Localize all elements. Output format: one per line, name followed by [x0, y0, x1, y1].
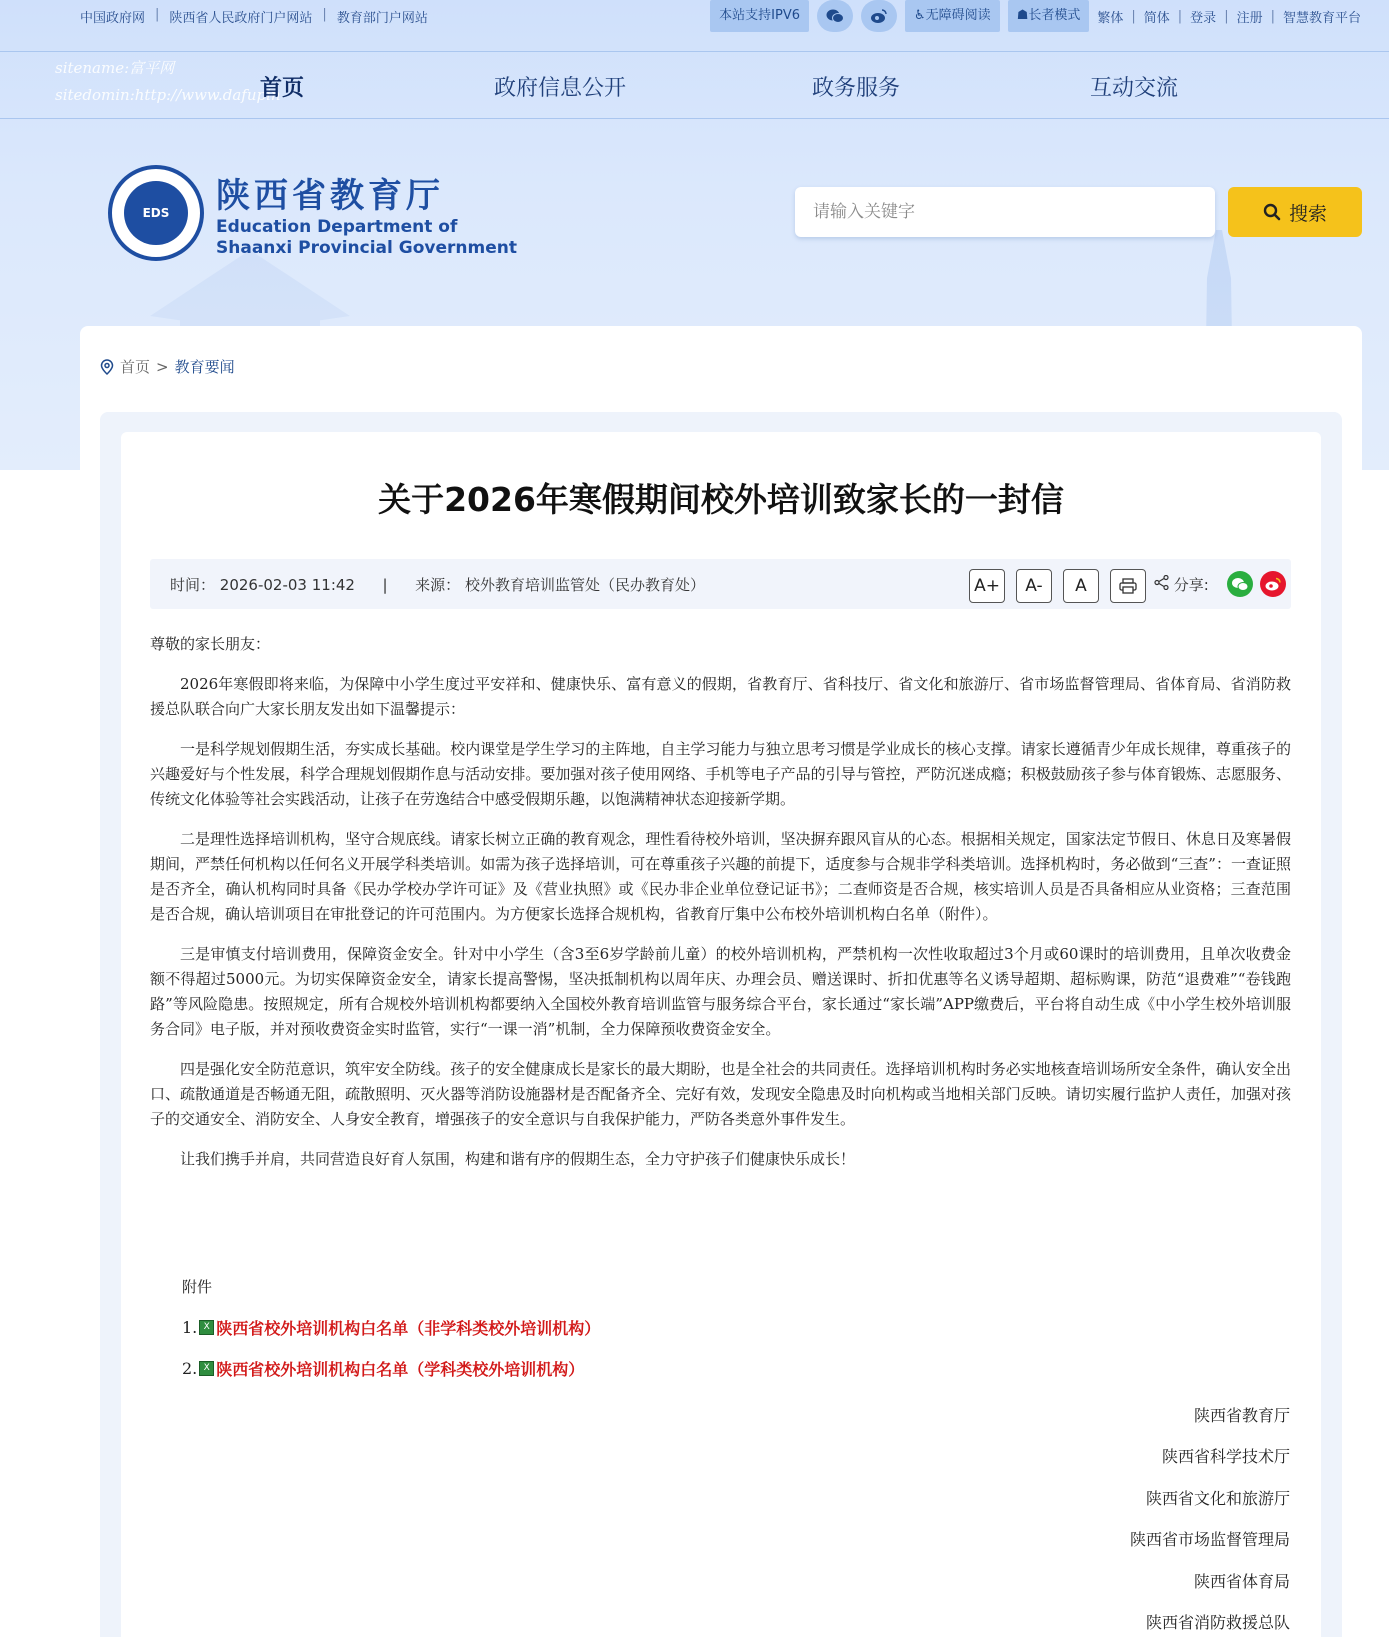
share-label: 分享:	[1173, 576, 1209, 594]
nav-services[interactable]: 政务服务	[812, 76, 901, 101]
print-button[interactable]	[1110, 569, 1146, 603]
site-logo[interactable]	[108, 165, 517, 261]
top-bar	[0, 0, 1389, 52]
attachment-number: 1.	[182, 1318, 198, 1337]
font-default-button[interactable]: A	[1063, 569, 1099, 603]
article-paragraph: 一是科学规划假期生活，夯实成长基础。校内课堂是学生学习的主阵地，自主学习能力与独立思考习惯是学业成长的核心支撑。请家长遵循青少年成长规律，尊重孩子的兴趣爱好与个性发展，科学合理规划假期作息与活动安排。要加强对孩子使用网络、手机等电子产品的引导与管控，严防沉迷成瘾；积极鼓励孩子参与体育锻炼、志愿服务、传统文化体验等社会实践活动，让孩子在劳逸结合中感受假期乐趣，以饱满精神状态迎接新学期。	[150, 740, 1291, 808]
article-paragraph: 四是强化安全防范意识，筑牢安全防线。孩子的安全健康成长是家长的最大期盼，也是全社会的共同责任。选择培训机构时务必实地核查培训场所安全条件，确认安全出口、疏散通道是否畅通无阻，疏散照明、灭火器等消防设施器材是否配备齐全、完好有效，发现安全隐患及时向机构或当地相关部门反映。请切实履行监护人责任，加强对孩子的交通安全、消防安全、人身安全教育，增强孩子的安全意识与自我保护能力，严防各类意外事件发生。	[150, 1060, 1291, 1128]
divider: |	[322, 7, 327, 22]
wechat-icon[interactable]	[817, 0, 853, 32]
divider: |	[1131, 8, 1136, 24]
meta-divider: |	[382, 576, 388, 594]
signatory: 陕西省市场监督管理局	[1129, 1530, 1290, 1549]
excel-file-icon: X	[199, 1320, 214, 1335]
accessible-label: 无障碍阅读	[925, 8, 991, 23]
department-seal	[108, 165, 204, 261]
logo-text	[216, 168, 517, 259]
divider: |	[1270, 8, 1275, 24]
main-nav	[0, 53, 1389, 119]
breadcrumb-separator: >	[156, 357, 169, 376]
signatory: 陕西省文化和旅游厅	[1145, 1489, 1290, 1508]
attachment-link[interactable]: 陕西省校外培训机构白名单（学科类校外培训机构）	[216, 1360, 585, 1379]
signatory: 陕西省体育局	[1193, 1572, 1290, 1591]
search-button-label: 搜索	[1288, 202, 1327, 225]
elder-mode-button[interactable]	[1008, 0, 1090, 32]
excel-file-icon: X	[199, 1361, 214, 1376]
breadcrumb-home[interactable]: 首页	[120, 358, 151, 376]
share-weibo-icon[interactable]	[1260, 571, 1286, 597]
share-wechat-icon[interactable]	[1227, 571, 1253, 597]
font-decrease-button[interactable]: A-	[1016, 569, 1052, 603]
elder-mode-label: 长者模式	[1028, 8, 1081, 23]
top-link-gov[interactable]: 中国政府网	[80, 11, 146, 26]
nav-home[interactable]: 首页	[260, 76, 305, 101]
top-links	[80, 7, 428, 26]
search-icon	[1263, 203, 1281, 221]
signatory: 陕西省科学技术厅	[1161, 1447, 1290, 1466]
source-label: 来源：	[415, 576, 461, 594]
traditional-link[interactable]: 繁体	[1097, 10, 1124, 26]
search-button[interactable]	[1228, 187, 1362, 237]
search-input[interactable]	[795, 187, 1215, 237]
source-value: 校外教育培训监管处（民办教育处）	[464, 576, 705, 594]
logo-en-line1: Education Department of	[216, 216, 458, 237]
logo-cn: 陕西省教育厅	[216, 175, 444, 216]
weibo-icon[interactable]	[861, 0, 897, 32]
signatory: 陕西省消防救援总队	[1145, 1613, 1290, 1632]
article-greeting: 尊敬的家长朋友：	[150, 635, 271, 653]
divider: |	[155, 7, 160, 22]
divider: |	[1177, 8, 1183, 24]
ipv6-badge: 本站支持IPV6	[710, 0, 809, 32]
share-section	[1154, 574, 1209, 595]
smart-education-link[interactable]: 智慧教育平台	[1282, 10, 1361, 26]
register-link[interactable]: 注册	[1236, 10, 1263, 26]
location-pin-icon	[100, 359, 114, 375]
top-link-moe[interactable]: 教育部门户网站	[336, 11, 428, 26]
printer-icon	[1119, 578, 1137, 594]
watermark-line2: sitedomin:http://www.dafupin	[55, 86, 281, 104]
top-link-province[interactable]: 陕西省人民政府门户网站	[169, 11, 313, 26]
divider: |	[1224, 8, 1229, 24]
wheelchair-icon: ♿	[914, 8, 926, 23]
breadcrumb-current[interactable]: 教育要闻	[174, 358, 235, 376]
article-paragraph: 二是理性选择培训机构，坚守合规底线。请家长树立正确的教育观念，理性看待校外培训，坚决摒弃跟风盲从的心态。根据相关规定，国家法定节假日、休息日及寒暑假期间，严禁任何机构以任何名义开展学科类培训。如需为孩子选择培训，可在尊重孩子兴趣的前提下，适度参与合规非学科类培训。选择机构时，务必做到“三查”：一查证照是否齐全，确认机构同时具备《民办学校办学许可证》及《营业执照》或《民办非企业单位登记证书》；二查师资是否合规，核实培训人员是否具备相应从业资格；三查范围是否合规，确认培训项目在审批登记的许可范围内。为方便家长选择合规机构，省教育厅集中公布校外培训机构白名单（附件）。	[150, 830, 1291, 923]
article-meta	[170, 574, 705, 595]
share-icon	[1154, 575, 1169, 590]
attachment-item	[182, 1316, 600, 1339]
publish-time: 2026-02-03 11:42	[219, 576, 355, 594]
attachments-label: 附件	[182, 1278, 213, 1296]
article-title: 关于2026年寒假期间校外培训致家长的一封信	[378, 480, 1064, 519]
breadcrumb	[100, 356, 235, 377]
watermark-line1: sitename:富平网	[55, 59, 175, 77]
top-right-tools	[710, 0, 1361, 32]
font-increase-button[interactable]: A+	[969, 569, 1005, 603]
article-paragraph: 三是审慎支付培训费用，保障资金安全。针对中小学生（含3至6岁学龄前儿童）的校外培训机构，严禁机构一次性收取超过3个月或60课时的培训费用，且单次收费金额不得超过5000元。为切实保障资金安全，请家长提高警惕，坚决抵制机构以周年庆、办理会员、赠送课时、折扣优惠等名义诱导超期、超标购课，防范“退费难”“卷钱跑路”等风险隐患。按照规定，所有合规校外培训机构都要纳入全国校外教育培训监管与服务综合平台，家长通过“家长端”APP缴费后，平台将自动生成《中小学生校外培训服务合同》电子版，并对预收费资金实时监管，实行“一课一消”机制，全力保障预收费资金安全。	[150, 945, 1291, 1038]
article-paragraph: 2026年寒假即将来临，为保障中小学生度过平安祥和、健康快乐、富有意义的假期，省教育厅、省科技厅、省文化和旅游厅、省市场监督管理局、省体育局、省消防救援总队联合向广大家长朋友发出如下温馨提示：	[150, 675, 1291, 718]
article-meta-bar	[150, 559, 1291, 609]
signatory: 陕西省教育厅	[1193, 1406, 1290, 1425]
nav-gov-info[interactable]: 政府信息公开	[494, 76, 627, 101]
logo-en-line2: Shaanxi Provincial Government	[216, 237, 517, 258]
person-icon: ☗	[1016, 8, 1029, 23]
site-watermark	[55, 55, 281, 109]
seal-emblem: EDS	[124, 181, 188, 245]
attachment-item	[182, 1357, 584, 1380]
accessible-reading-button[interactable]	[905, 0, 1000, 32]
attachment-link[interactable]: 陕西省校外培训机构白名单（非学科类校外培训机构）	[216, 1319, 601, 1338]
time-label: 时间：	[170, 576, 216, 594]
article-paragraph: 让我们携手并肩，共同营造良好育人氛围，构建和谐有序的假期生态，全力守护孩子们健康快乐成长！	[180, 1150, 856, 1168]
simplified-link[interactable]: 简体	[1143, 10, 1170, 26]
attachment-number: 2.	[182, 1359, 198, 1378]
article-body	[150, 632, 1291, 1187]
nav-interaction[interactable]: 互动交流	[1090, 76, 1179, 101]
login-link[interactable]: 登录	[1190, 10, 1217, 26]
